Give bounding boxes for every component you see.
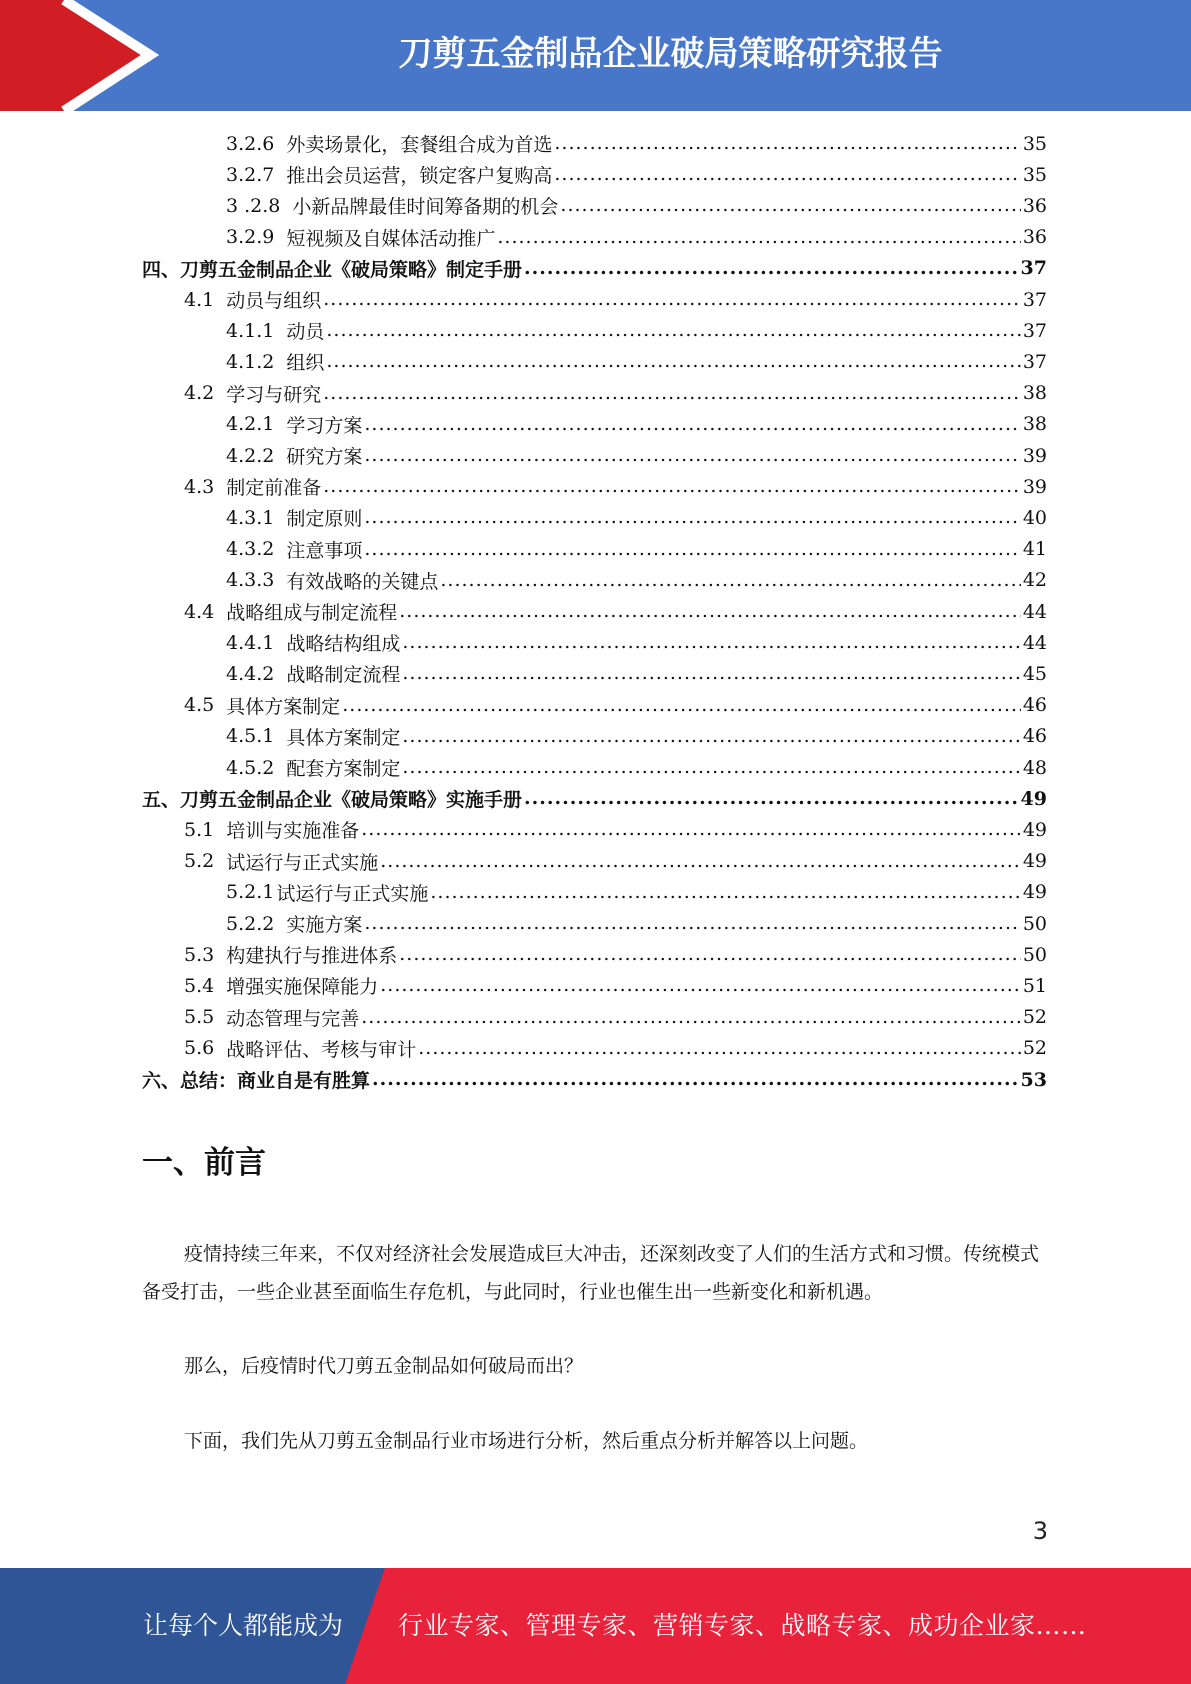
toc-entry-title: 具体方案制定 [286, 726, 401, 749]
toc-dot-leader [342, 696, 1021, 715]
toc-entry-title: 五、刀剪五金制品企业《破局策略》实施手册 [142, 789, 523, 812]
toc-entry[interactable] [226, 159, 1047, 190]
toc-entry-title: 试运行与正式实施 [226, 851, 379, 874]
toc-entry-title: 构建执行与推进体系 [226, 945, 398, 968]
paragraph-next-text: 下面，我们先从刀剪五金制品行业市场进行分析，然后重点分析并解答以上问题。 [184, 1430, 869, 1452]
footer-slogan-left: 让每个人都能成为 [143, 1611, 344, 1640]
toc-entry-page: 50 [1022, 943, 1047, 966]
toc-entry-page: 49 [1022, 881, 1047, 904]
toc-entry-page: 46 [1022, 694, 1047, 717]
toc-entry[interactable] [226, 128, 1047, 159]
toc-dot-leader [323, 384, 1021, 403]
toc-dot-leader [326, 352, 1020, 371]
toc-entry[interactable] [184, 970, 1047, 1001]
toc-entry[interactable] [184, 690, 1047, 721]
toc-dot-leader [364, 446, 1020, 465]
toc-entry[interactable] [226, 534, 1047, 565]
toc-entry-page: 40 [1022, 506, 1047, 529]
toc-entry[interactable] [226, 440, 1047, 471]
toc-entry-title: 配套方案制定 [286, 758, 401, 780]
toc-entry[interactable] [226, 627, 1047, 658]
toc-entry[interactable] [184, 471, 1047, 502]
toc-entry-number: 5.4 [184, 974, 215, 997]
toc-entry-title: 六、总结：商业自是有胜算 [142, 1070, 371, 1092]
toc-entry[interactable] [226, 222, 1047, 253]
toc-entry-number: 3 .2.8 [226, 194, 281, 217]
toc-dot-leader [399, 945, 1021, 964]
toc-entry[interactable] [184, 1033, 1047, 1064]
toc-entry-number: 5.3 [184, 943, 215, 966]
toc-dot-leader [402, 664, 1020, 683]
toc-entry[interactable] [226, 877, 1047, 908]
toc-dot-leader [402, 758, 1020, 777]
toc-entry-page: 37 [1022, 288, 1047, 311]
toc-entry[interactable] [226, 721, 1047, 752]
toc-dot-leader [440, 571, 1020, 590]
toc-dot-leader [364, 540, 1020, 559]
toc-entry-title: 外卖场景化，套餐组合成为首选 [286, 134, 553, 156]
toc-entry-page: 39 [1022, 444, 1047, 467]
toc-dot-leader [399, 602, 1021, 621]
toc-dot-leader [418, 1039, 1021, 1058]
toc-entry-number: 3.2.6 [226, 132, 275, 155]
section-heading: 一、前言 [142, 1145, 266, 1181]
toc-entry-page: 35 [1022, 163, 1047, 186]
toc-entry-page: 49 [1020, 787, 1047, 810]
toc-entry-page: 44 [1022, 631, 1047, 654]
toc-entry-number: 4.5.1 [226, 725, 275, 748]
toc-entry-page: 50 [1022, 912, 1047, 935]
toc-entry-page: 42 [1022, 569, 1047, 592]
paragraph-question [142, 1347, 1047, 1385]
toc-entry-title: 战略制定流程 [286, 664, 401, 687]
toc-entry[interactable] [226, 190, 1047, 221]
toc-entry-number: 5.2.2 [226, 912, 275, 935]
toc-entry-number: 4.3.3 [226, 569, 275, 592]
footer-slogan-right: 行业专家、管理专家、营销专家、战略专家、成功企业家…… [398, 1611, 1087, 1640]
toc-dot-leader [372, 1070, 1019, 1089]
toc-entry-number: 4.4 [184, 600, 215, 623]
toc-dot-leader [323, 477, 1021, 496]
toc-entry-page: 36 [1022, 194, 1047, 217]
toc-dot-leader [402, 727, 1020, 746]
toc-entry-title: 培训与实施准备 [226, 820, 360, 843]
toc-entry[interactable] [142, 783, 1047, 814]
toc-entry-number: 4.3.1 [226, 506, 275, 529]
toc-entry-page: 45 [1022, 662, 1047, 685]
toc-entry[interactable] [184, 814, 1047, 845]
toc-entry-title: 动态管理与完善 [226, 1007, 360, 1030]
toc-entry-page: 46 [1022, 725, 1047, 748]
header-title: 刀剪五金制品企业破局策略研究报告 [398, 34, 943, 74]
toc-entry-title: 推出会员运营，锁定客户复购高 [286, 165, 553, 188]
toc-entry[interactable] [184, 284, 1047, 315]
toc-entry-title: 注意事项 [286, 539, 363, 562]
toc-dot-leader [380, 976, 1021, 995]
toc-dot-leader [326, 321, 1020, 340]
toc-entry-page: 38 [1022, 382, 1047, 405]
toc-dot-leader [560, 196, 1020, 215]
toc-entry-page: 49 [1022, 818, 1047, 841]
toc-entry-page: 48 [1022, 756, 1047, 779]
toc-entry-page: 52 [1022, 1037, 1047, 1060]
toc-entry-title: 研究方案 [286, 446, 363, 468]
toc-entry-number: 4.5.2 [226, 756, 275, 779]
paragraph-next [142, 1422, 1047, 1460]
toc-entry[interactable] [184, 939, 1047, 970]
toc-entry-title: 具体方案制定 [226, 695, 341, 718]
toc-dot-leader [524, 789, 1019, 808]
toc-dot-leader [361, 1008, 1021, 1027]
toc-entry-number: 5.2 [184, 850, 215, 873]
toc-entry-number: 4.2.2 [226, 444, 275, 467]
toc-entry-title: 学习与研究 [226, 383, 322, 406]
toc-entry[interactable] [226, 409, 1047, 440]
toc-entry-title: 组织 [286, 352, 325, 375]
toc-entry-title: 短视频及自媒体活动推广 [286, 227, 496, 250]
page-header [0, 0, 1191, 111]
toc-entry[interactable] [226, 658, 1047, 689]
toc-entry-title: 小新品牌最佳时间筹备期的机会 [292, 196, 559, 219]
toc-entry-title: 实施方案 [286, 914, 363, 936]
toc-entry-title: 战略结构组成 [286, 633, 401, 656]
toc-dot-leader [402, 633, 1020, 652]
paragraph-intro-text: 疫情持续三年来，不仅对经济社会发展造成巨大冲击，还深刻改变了人们的生活方式和习惯。传统模式备受打击，一些企业甚至面临生存危机，与此同时，行业也催生出一些新变化和新机遇。 [142, 1243, 1040, 1303]
toc-entry-number: 4.1 [184, 288, 215, 311]
toc-entry[interactable] [184, 378, 1047, 409]
toc-entry-page: 36 [1022, 226, 1047, 249]
toc-entry[interactable] [226, 565, 1047, 596]
toc-entry-title: 战略组成与制定流程 [226, 602, 398, 624]
toc-entry-title: 战略评估、考核与审计 [226, 1038, 417, 1061]
toc-entry-page: 53 [1020, 1068, 1047, 1091]
toc-entry-number: 3.2.9 [226, 226, 275, 249]
page-number: 3 [1032, 1517, 1048, 1545]
toc-dot-leader [497, 228, 1020, 247]
toc-entry-number: 5.1 [184, 818, 215, 841]
toc-entry-number: 5.5 [184, 1006, 215, 1029]
toc-dot-leader [524, 259, 1019, 278]
toc-entry-page: 52 [1022, 1006, 1047, 1029]
toc-entry[interactable] [184, 596, 1047, 627]
toc-entry-title: 试运行与正式实施 [276, 882, 429, 905]
toc-entry-title: 动员与组织 [226, 290, 322, 312]
toc-dot-leader [554, 165, 1020, 184]
toc-dot-leader [364, 415, 1020, 434]
toc-entry[interactable] [226, 315, 1047, 346]
toc-entry-title: 四、刀剪五金制品企业《破局策略》制定手册 [142, 258, 523, 281]
toc-dot-leader [364, 914, 1020, 933]
toc-dot-leader [554, 134, 1020, 153]
toc-entry-number: 4.5 [184, 694, 215, 717]
toc-entry-page: 37 [1022, 319, 1047, 342]
toc-entry[interactable] [184, 1002, 1047, 1033]
toc-entry-page: 38 [1022, 413, 1047, 436]
toc-entry-title: 增强实施保障能力 [226, 976, 379, 999]
toc-entry-number: 4.1.1 [226, 319, 275, 342]
toc-entry-title: 有效战略的关键点 [286, 570, 439, 593]
toc-entry[interactable] [226, 502, 1047, 533]
toc-entry-page: 35 [1022, 132, 1047, 155]
paragraph-question-text: 那么，后疫情时代刀剪五金制品如何破局而出？ [184, 1355, 584, 1377]
toc-entry[interactable] [142, 253, 1047, 284]
toc-entry-page: 37 [1020, 257, 1047, 280]
toc-dot-leader [364, 508, 1020, 527]
toc-entry[interactable] [142, 1064, 1047, 1095]
toc-entry-page: 51 [1022, 974, 1047, 997]
toc-entry-page: 44 [1022, 600, 1047, 623]
toc-entry-page: 41 [1022, 538, 1047, 561]
toc-entry-number: 3.2.7 [226, 163, 275, 186]
page-footer [0, 1568, 1191, 1684]
toc-entry-number: 4.2.1 [226, 413, 275, 436]
toc-dot-leader [380, 852, 1021, 871]
toc-entry-number: 5.2.1 [226, 881, 275, 904]
toc-entry-number: 4.1.2 [226, 350, 275, 373]
toc-entry-title: 制定原则 [286, 508, 363, 531]
toc-entry-number: 4.3 [184, 475, 215, 498]
toc-entry-title: 动员 [286, 321, 325, 344]
toc-entry-title: 制定前准备 [226, 477, 322, 500]
paragraph-intro [142, 1235, 1047, 1311]
toc-entry-number: 4.3.2 [226, 538, 275, 561]
toc-entry-number: 4.4.1 [226, 631, 275, 654]
toc-entry-number: 4.4.2 [226, 662, 275, 685]
toc-entry[interactable] [226, 346, 1047, 377]
toc-dot-leader [430, 883, 1020, 902]
toc-entry-number: 5.6 [184, 1037, 215, 1060]
toc-entry-page: 37 [1022, 350, 1047, 373]
toc-entry[interactable] [226, 908, 1047, 939]
toc-entry-page: 39 [1022, 475, 1047, 498]
toc-dot-leader [323, 290, 1021, 309]
toc-entry[interactable] [184, 846, 1047, 877]
toc-entry[interactable] [226, 752, 1047, 783]
toc-entry-page: 49 [1022, 850, 1047, 873]
toc-entry-number: 4.2 [184, 382, 215, 405]
toc-dot-leader [361, 820, 1021, 839]
toc-entry-title: 学习方案 [286, 414, 363, 437]
